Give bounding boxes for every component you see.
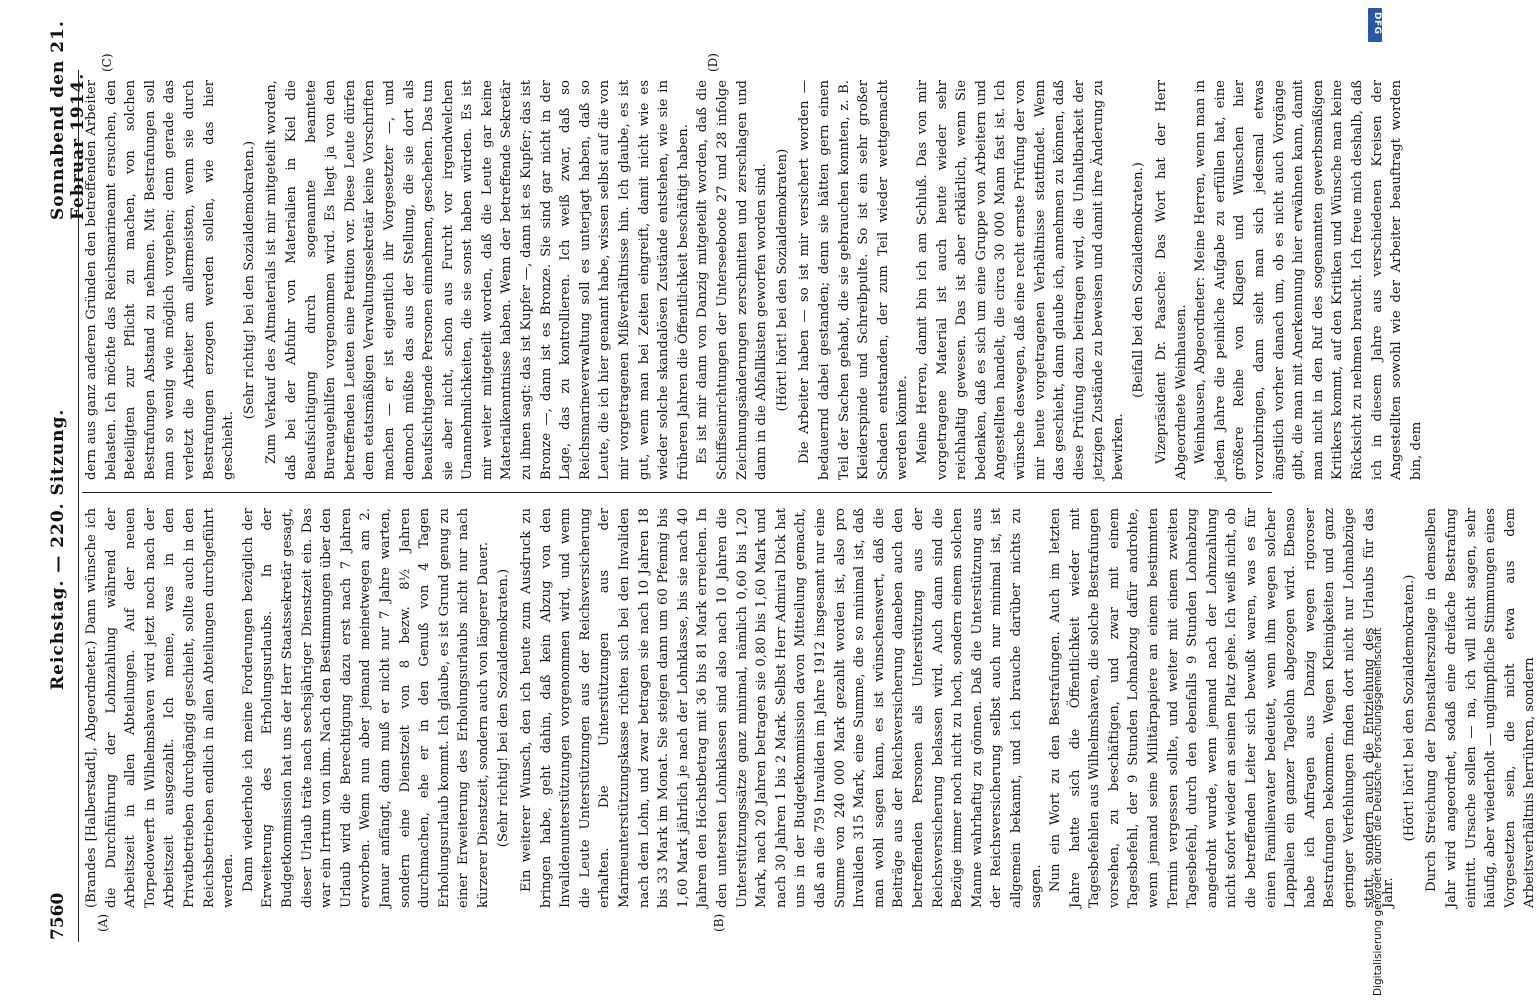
digitization-credit-text: Digitalisierung gefördert durch die Deutsche Forschungsgemeinschaft (1372, 627, 1384, 996)
page-number: 7560 (48, 892, 68, 940)
margin-mark-a: (A) (96, 913, 110, 932)
dfg-logo (1368, 8, 1382, 42)
speech-paragraph: Dann wiederhole ich meine Forderungen bezüglich der Erweiterung des Erholungsurlaubs. In der Budgetkommission hat uns der Herr Staatssekretär gesagt, dieser Urlaub träte nach sechsjähriger Dienstzeit ein. Das war ein Irrtum von ihm. Nach den Bestimmungen über den Urlaub wird die Berechtigung dazu erst nach 7 Jahren erworben. Wenn nun aber jemand meinetwegen am 2. Januar anfängt, dann muß er nicht nur 7 Jahre warten, sondern eine Dienstzeit von 8 bezw. 8½ Jahren durchmachen, ehe er in den Genuß von 4 Tagen Erholungsurlaub kommt. Ich glaube, es ist Grund genug zu einer Erweiterung des Erholungsurlaubs nicht nur nach kürzerer Dienstzeit, sondern auch von längerer Dauer. (240, 508, 491, 908)
interjection: (Beifall bei den Sozialdemokraten.) (1131, 162, 1147, 398)
dfg-logo-text: DFG (1372, 12, 1382, 35)
speech-paragraph: Vizepräsident Dr. Paasche: Das Wort hat der Herr Abgeordnete Weinhausen. (1154, 80, 1189, 480)
interjection: (Hört! hört! bei den Sozialdemokraten.) (1401, 574, 1417, 842)
speech-paragraph: Meine Herren, damit bin ich am Schluß. Das von mir vorgetragene Material ist auch heute wieder sehr reichhaltig gewesen. Das ist aber erklärlich, wenn Sie bedenken, daß es sich um eine Gruppe von Arbeitern und Angestellten handelt, die circa 30 000 Mann fast ist. Ich wünsche deswegen, daß eine recht ernste Prüfung der von mir heute vorgetragenen Verhältnisse stattfindet. Wenn das geschieht, dann glaube ich, annehmen zu können, daß diese Prüfung dazu beitragen wird, die Unhaltbarkeit der jetzigen Zustände zu beweisen und damit ihre Änderung zu bewirken. (914, 80, 1126, 480)
margin-mark-d: (D) (706, 53, 720, 72)
speech-paragraph: Nun ein Wort zu den Bestrafungen. Auch im letzten Jahre hatte sich die Öffentlichkeit wieder mit Tagesbefehlen aus Wilhelmshaven, die solche Bestrafungen vorsehen, zu beschäftigen, und zwar mit einem Tagesbefehl, der 9 Stunden Lohnabzug dafür androhte, wenn jemand seine Militärpapiere an einem bestimmten Termin vergessen sollte, und weiter mit einem zweiten Tagesbefehl, durch den ebenfalls 9 Stunden Lohnabzug angedroht wurde, wenn jemand nach der Lohnzahlung nicht sofort wieder an seinen Platz gehe. Ich weiß nicht, ob die betreffenden Leiter sich bewußt waren, was es für einen Familienvater bedeutet, wenn ihm wegen solcher Lappalien ein ganzer Tagelohn abgezogen wird. Ebenso habe ich Anfragen aus Danzig wegen rigoroser Bestrafungen bekommen. Wegen Kleinigkeiten und ganz geringer Verfehlungen finden dort nicht nur Lohnabzüge statt, sondern auch die Entziehung des Urlaubs für das Jahr. (1048, 508, 1397, 908)
header-rule (78, 70, 79, 942)
speech-paragraph: Durch Streichung der Dienstalterszulage in demselben Jahr wird angeordnet, sodaß eine dreifache Bestrafung eintritt. Ursache sollen — na, ich will nicht sagen, sehr häufig, aber wiederholt — unglimpfliche Stimmungen eines Vorgesetzten sein, die nicht etwa aus dem Arbeitsverhältnis herrühren, sondern (1424, 508, 1538, 908)
session-title: Reichstag. — 220. Sitzung. (48, 408, 68, 690)
margin-mark-b: (B) (712, 913, 726, 932)
right-column (82, 80, 1424, 480)
session-date: Sonnabend den 21. Februar 1914. (48, 20, 88, 220)
speech-paragraph: Weinhausen, Abgeordneter: Meine Herren, wenn man in jedem Jahre die peinliche Aufgabe zu erfüllen hat, eine größere Reihe von Klagen und Wünschen hier vorzubringen, dann sieht man sich jedesmal etwas ängstlich vorher danach um, ob es nicht auch Vorgänge gibt, die man mit Anerkennung hier erwähnen kann, damit man nicht in den Ruf des sogenannten gewerbsmäßigen Kritikers kommt, auf den Kritiken und Wünsche man keine Rücksicht zu nehmen braucht. Ich freue mich deshalb, daß ich in diesem Jahre aus verschiedenen Kreisen der Angestellten sowohl wie der Arbeiter beauftragt worden bin, dem (1193, 80, 1424, 480)
interjection: (Sehr richtig! bei den Sozialdemokraten.) (496, 568, 512, 848)
speech-paragraph: Zum Verkauf des Altmaterials ist mir mitgeteilt worden, daß bei der Abfuhr von Materialien in Kiel die Beaufsichtigung durch sogenannte beamtete Bureaugehilfen vorgenommen wird. Es liegt ja von den betreffenden Leuten eine Petition vor. Diese Leute dürfen dem etatsmäßigen Verwaltungssekretär keine Vorschriften machen — er ist eigentlich ihr Vorgesetzter —, und dennoch müßte das aus der Stellung, die sie dort als beaufsichtigende Personen einnehmen, geschehen. Das tun sie aber nicht, schon aus Furcht vor irgendwelchen Unannehmlichkeiten, die sie sonst haben würden. Es ist mir weiter mitgeteilt worden, daß die Leute gar keine Materialkenntnisse haben. Wenn der betreffende Sekretär zu ihnen sagt: das ist Kupfer —, dann ist es Kupfer; das ist Bronze —, dann ist es Bronze. Sie sind gar nicht in der Lage, das zu kontrollieren. Ich weiß zwar, daß so Reichsmarineverwaltung soll es unterjagt haben, daß so Leute, die ich hier genannt habe, wissen selbst auf die von mir vorgetragenen Mißverhältnisse hin. Ich glaube, es ist gut, wenn man bei Zeiten eingreift, damit nicht wie es wieder solche skandalösen Zustände entstehen, wie sie in früheren Jahren die Öffentlichkeit beschäftigt haben. (264, 80, 691, 480)
speech-paragraph: Ein weiterer Wunsch, den ich heute zum Ausdruck zu bringen habe, geht dahin, daß kein Abzug von den Invalidenunterstützungen vorgenommen wird, und wenn die Leute Unterstützungen aus der Reichsversicherung erhalten. Die Unterstützungen aus der Marineunterstützungskasse richten sich bei den Invaliden nach dem Lohn, und zwar betragen sie nach 10 Jahren 18 bis 33 Mark im Monat. Sie steigen dann um 60 Pfennig bis 1,60 Mark jährlich je nach der Lohnklasse, bis sie nach 40 Jahren den Höchstbetrag mit 36 bis 81 Mark erreichen. In den untersten Lohnklassen sind also nach 10 Jahren die Unterstützungssätze ganz minimal, nämlich 0,60 bis 1,20 Mark, nach 20 Jahren betragen sie 0,80 bis 1,60 Mark und nach 30 Jahren 1 bis 2 Mark. Selbst Herr Admiral Dick hat uns in der Budgetkommission davon Mitteilung gemacht, daß an die 759 Invaliden im Jahre 1912 insgesamt nur eine Summe von 240 000 Mark gezahlt worden ist, also pro Invaliden 315 Mark, eine Summe, die so minimal ist, daß man wohl sagen kann, es ist wünschenswert, daß die Beiträge aus der Reichsversicherung daneben auch den betreffenden Personen als Unterstützung aus der Reichsversicherung belassen wird. Auch dann sind die Bezüge immer noch nicht zu hoch, sondern einem solchen Manne wahrhaftig zu gönnen. Daß die Unterstützung aus der Reichsversicherung selbst auch nur minimal ist, ist allgemein bekannt, und ich brauche darüber nichts zu sagen. (519, 508, 1044, 908)
speech-paragraph: Es ist mir dann von Danzig mitgeteilt worden, daß die Schiffseinrichtungen der Unterseeboote 27 und 28 infolge Zeichnungsänderungen zerschnitten und zerschlagen und dann in die Abfallkisten geworfen worden sind. (695, 80, 770, 480)
column-divider (82, 492, 1272, 493)
interjection: (Hört! hört! bei den Sozialdemokraten) (774, 148, 790, 412)
running-head (48, 20, 88, 940)
interjection: (Sehr richtig! bei den Sozialdemokraten.) (241, 140, 257, 420)
speech-paragraph: dern aus ganz anderen Gründen den betreffenden Arbeiter belasten. Ich möchte das Reichsmarineamt ersuchen, den Beteiligten zur Pflicht zu machen, von solchen Bestrafungen Abstand zu nehmen. Mit Bestrafungen soll man so wenig wie möglich vorgehen; denn gerade das verletzt die Arbeiter am allermeisten, wenn sie durch Bestrafungen erzogen werden sollen, wie das hier geschieht. (84, 80, 237, 480)
speech-paragraph: (Brandes [Halberstadt], Abgeordneter.) Dann wünsche ich die Durchführung der Lohnzahlung während der Arbeitszeit in allen Abteilungen. Auf der neuen Torpedowerft in Wilhelmshaven wird jetzt noch nach der Arbeitszeit ausgezahlt. Ich meine, was in den Privatbetrieben durchgängig geschieht, sollte auch in den Reichsbetrieben endlich in allen Abteilungen durchgeführt werden. (84, 508, 237, 908)
speech-paragraph: Die Arbeiter haben — so ist mir versichert worden — bedauernd dabei gestanden; denn sie hätten gern einen Teil der Sachen gehabt, die sie gebrauchen konnten, z. B. Kleiderspinde und Schreibpulte. So ist ein sehr großer Schaden entstanden, der zum Teil wieder wettgemacht werden könnte. (797, 80, 911, 480)
margin-mark-c: (C) (100, 53, 114, 72)
